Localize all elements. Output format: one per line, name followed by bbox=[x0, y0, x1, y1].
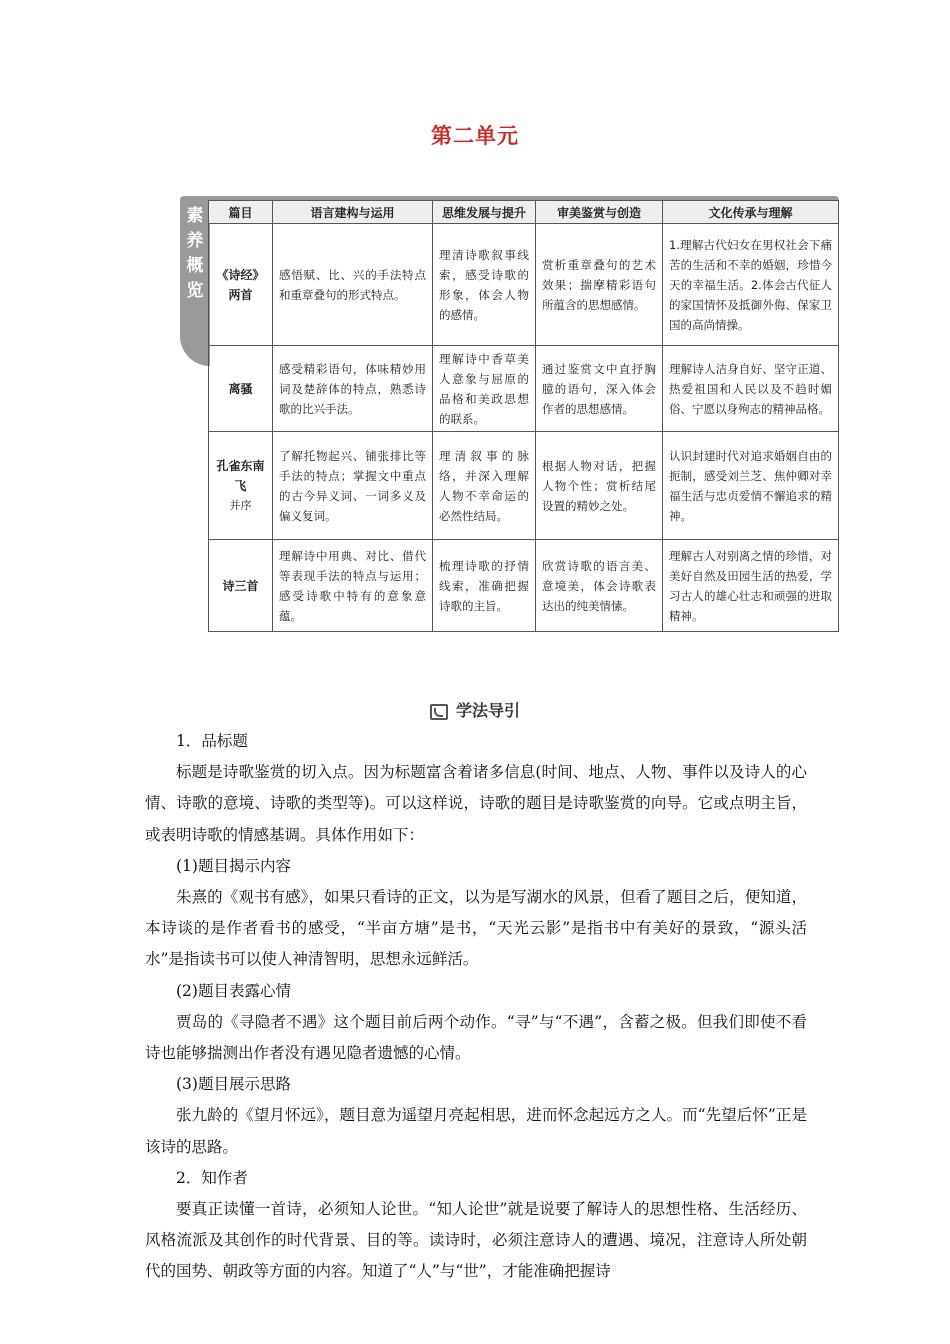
table-cell: 感受精彩语句，体味精妙用词及楚辞体的特点，熟悉诗歌的比兴手法。 bbox=[273, 346, 433, 432]
header-cell: 思维发展与提升 bbox=[433, 201, 536, 224]
table-cell: 认识封建时代对追求婚姻自由的扼制，感受刘兰芝、焦仲卿对幸福生活与忠贞爱情不懈追求的精神。 bbox=[663, 432, 839, 540]
table-cell: 通过鉴赏文中直抒胸臆的语句，深入体会作者的思想感情。 bbox=[536, 346, 663, 432]
study-guide-title: 学法导引 bbox=[455, 701, 520, 720]
table-header-row bbox=[209, 201, 839, 224]
table-cell: 赏析重章叠句的艺术效果；揣摩精彩语句所蕴含的思想感情。 bbox=[536, 224, 663, 346]
banner-char: 概 bbox=[186, 256, 204, 276]
section-heading: (1)题目揭示内容 bbox=[176, 856, 291, 875]
table-cell: 理清诗歌叙事线索，感受诗歌的形象，体会人物的感情。 bbox=[433, 224, 536, 346]
table-cell: 理解诗中香草美人意象与屈原的品格和美政思想的联系。 bbox=[433, 346, 536, 432]
table-cell: 1.理解古代妇女在男权社会下痛苦的生活和不幸的婚姻，珍惜今天的幸福生活。2.体会古代征人的家国情怀及抵御外侮、保家卫国的高尚情操。 bbox=[663, 224, 839, 346]
table-cell: 理解诗人洁身自好、坚守正道、热爱祖国和人民以及不趋时媚俗、宁愿以身殉志的精神品格。 bbox=[663, 346, 839, 432]
section-heading: (3)题目展示思路 bbox=[176, 1075, 291, 1094]
header-cell: 篇目 bbox=[209, 201, 273, 224]
table-row bbox=[209, 346, 839, 432]
paragraph: 要真正读懂一首诗，必须知人论世。“知人论世”就是说要了解诗人的思想性格、生活经历、风格流派及其创作的时代背景、目的等。读诗时，必须注意诗人的遭遇、境况，注意诗人所处朝代的国势、朝政等方面的内容。知道了“人”与“世”，才能准确把握诗 bbox=[145, 1200, 807, 1281]
paragraph: 标题是诗歌鉴赏的切入点。因为标题富含着诸多信息(时间、地点、人物、事件以及诗人的心情、诗歌的意境、诗歌的类型等)。可以这样说，诗歌的题目是诗歌鉴赏的向导。它或点明主旨，或表明诗歌的情感基调。具体作用如下： bbox=[145, 763, 807, 844]
header-cell: 语言建构与运用 bbox=[273, 201, 433, 224]
paragraph: 张九龄的《望月怀远》，题目意为遥望月亮起相思，进而怀念起远方之人。而“先望后怀”正是该诗的思路。 bbox=[145, 1106, 807, 1156]
section-heading: 2．知作者 bbox=[176, 1168, 248, 1187]
piece-title: 《诗经》两首 bbox=[216, 267, 265, 302]
section-heading: (2)题目表露心情 bbox=[176, 981, 291, 1000]
table-cell: 理解古人对别离之情的珍惜，对美好自然及田园生活的热爱，学习古人的雄心壮志和顽强的进取精神。 bbox=[663, 540, 839, 632]
table-row bbox=[209, 224, 839, 346]
unit-title: 第二单元 bbox=[431, 124, 519, 148]
piece-cell bbox=[209, 432, 273, 540]
banner-char: 览 bbox=[186, 281, 204, 301]
table-cell: 根据人物对话，把握人物个性；赏析结尾设置的精妙之处。 bbox=[536, 432, 663, 540]
piece-title: 离骚 bbox=[228, 381, 253, 396]
table-cell: 欣赏诗歌的语言美、意境美，体会诗歌表达出的纯美情愫。 bbox=[536, 540, 663, 632]
table-cell: 感悟赋、比、兴的手法特点和重章叠句的形式特点。 bbox=[273, 224, 433, 346]
piece-title: 诗三首 bbox=[222, 578, 259, 593]
overview-banner bbox=[180, 196, 210, 366]
piece-subtitle: 并序 bbox=[229, 498, 252, 512]
section-heading: 1．品标题 bbox=[176, 732, 248, 750]
banner-char: 养 bbox=[186, 231, 204, 251]
header-cell: 审美鉴赏与创造 bbox=[536, 201, 663, 224]
paragraph: 朱熹的《观书有感》，如果只看诗的正文，以为是写湖水的风景，但看了题目之后，便知道，本诗谈的是作者看书的感受，“半亩方塘”是书，“天光云影”是指书中有美好的景致，“源头活水”是指读书可以使人神清智明，思想永远鲜活。 bbox=[145, 888, 807, 969]
body-text bbox=[145, 726, 807, 1288]
header-cell: 文化传承与理解 bbox=[663, 201, 839, 224]
table-cell: 理清叙事的脉络，并深入理解人物不幸命运的必然性结局。 bbox=[433, 432, 536, 540]
overview-table bbox=[208, 200, 839, 632]
study-guide-heading bbox=[0, 698, 950, 721]
table-cell: 理解诗中用典、对比、借代等表现手法的特点与运用；感受诗歌中特有的意象意蕴。 bbox=[273, 540, 433, 632]
table-cell: 了解托物起兴、铺张排比等手法的特点；掌握文中重点的古今异义词、一词多义及偏义复词。 bbox=[273, 432, 433, 540]
table-row bbox=[209, 432, 839, 540]
piece-cell bbox=[209, 540, 273, 632]
piece-cell bbox=[209, 346, 273, 432]
table-row bbox=[209, 540, 839, 632]
paragraph: 贾岛的《寻隐者不遇》这个题目前后两个动作。“寻”与“不遇”，含蓄之极。但我们即使不看诗也能够揣测出作者没有遇见隐者遗憾的心情。 bbox=[145, 1012, 807, 1063]
piece-title: 孔雀东南飞 bbox=[216, 458, 265, 493]
piece-cell bbox=[209, 224, 273, 346]
banner-char: 素 bbox=[186, 206, 204, 226]
guide-icon bbox=[430, 704, 448, 720]
table-cell: 梳理诗歌的抒情线索，准确把握诗歌的主旨。 bbox=[433, 540, 536, 632]
